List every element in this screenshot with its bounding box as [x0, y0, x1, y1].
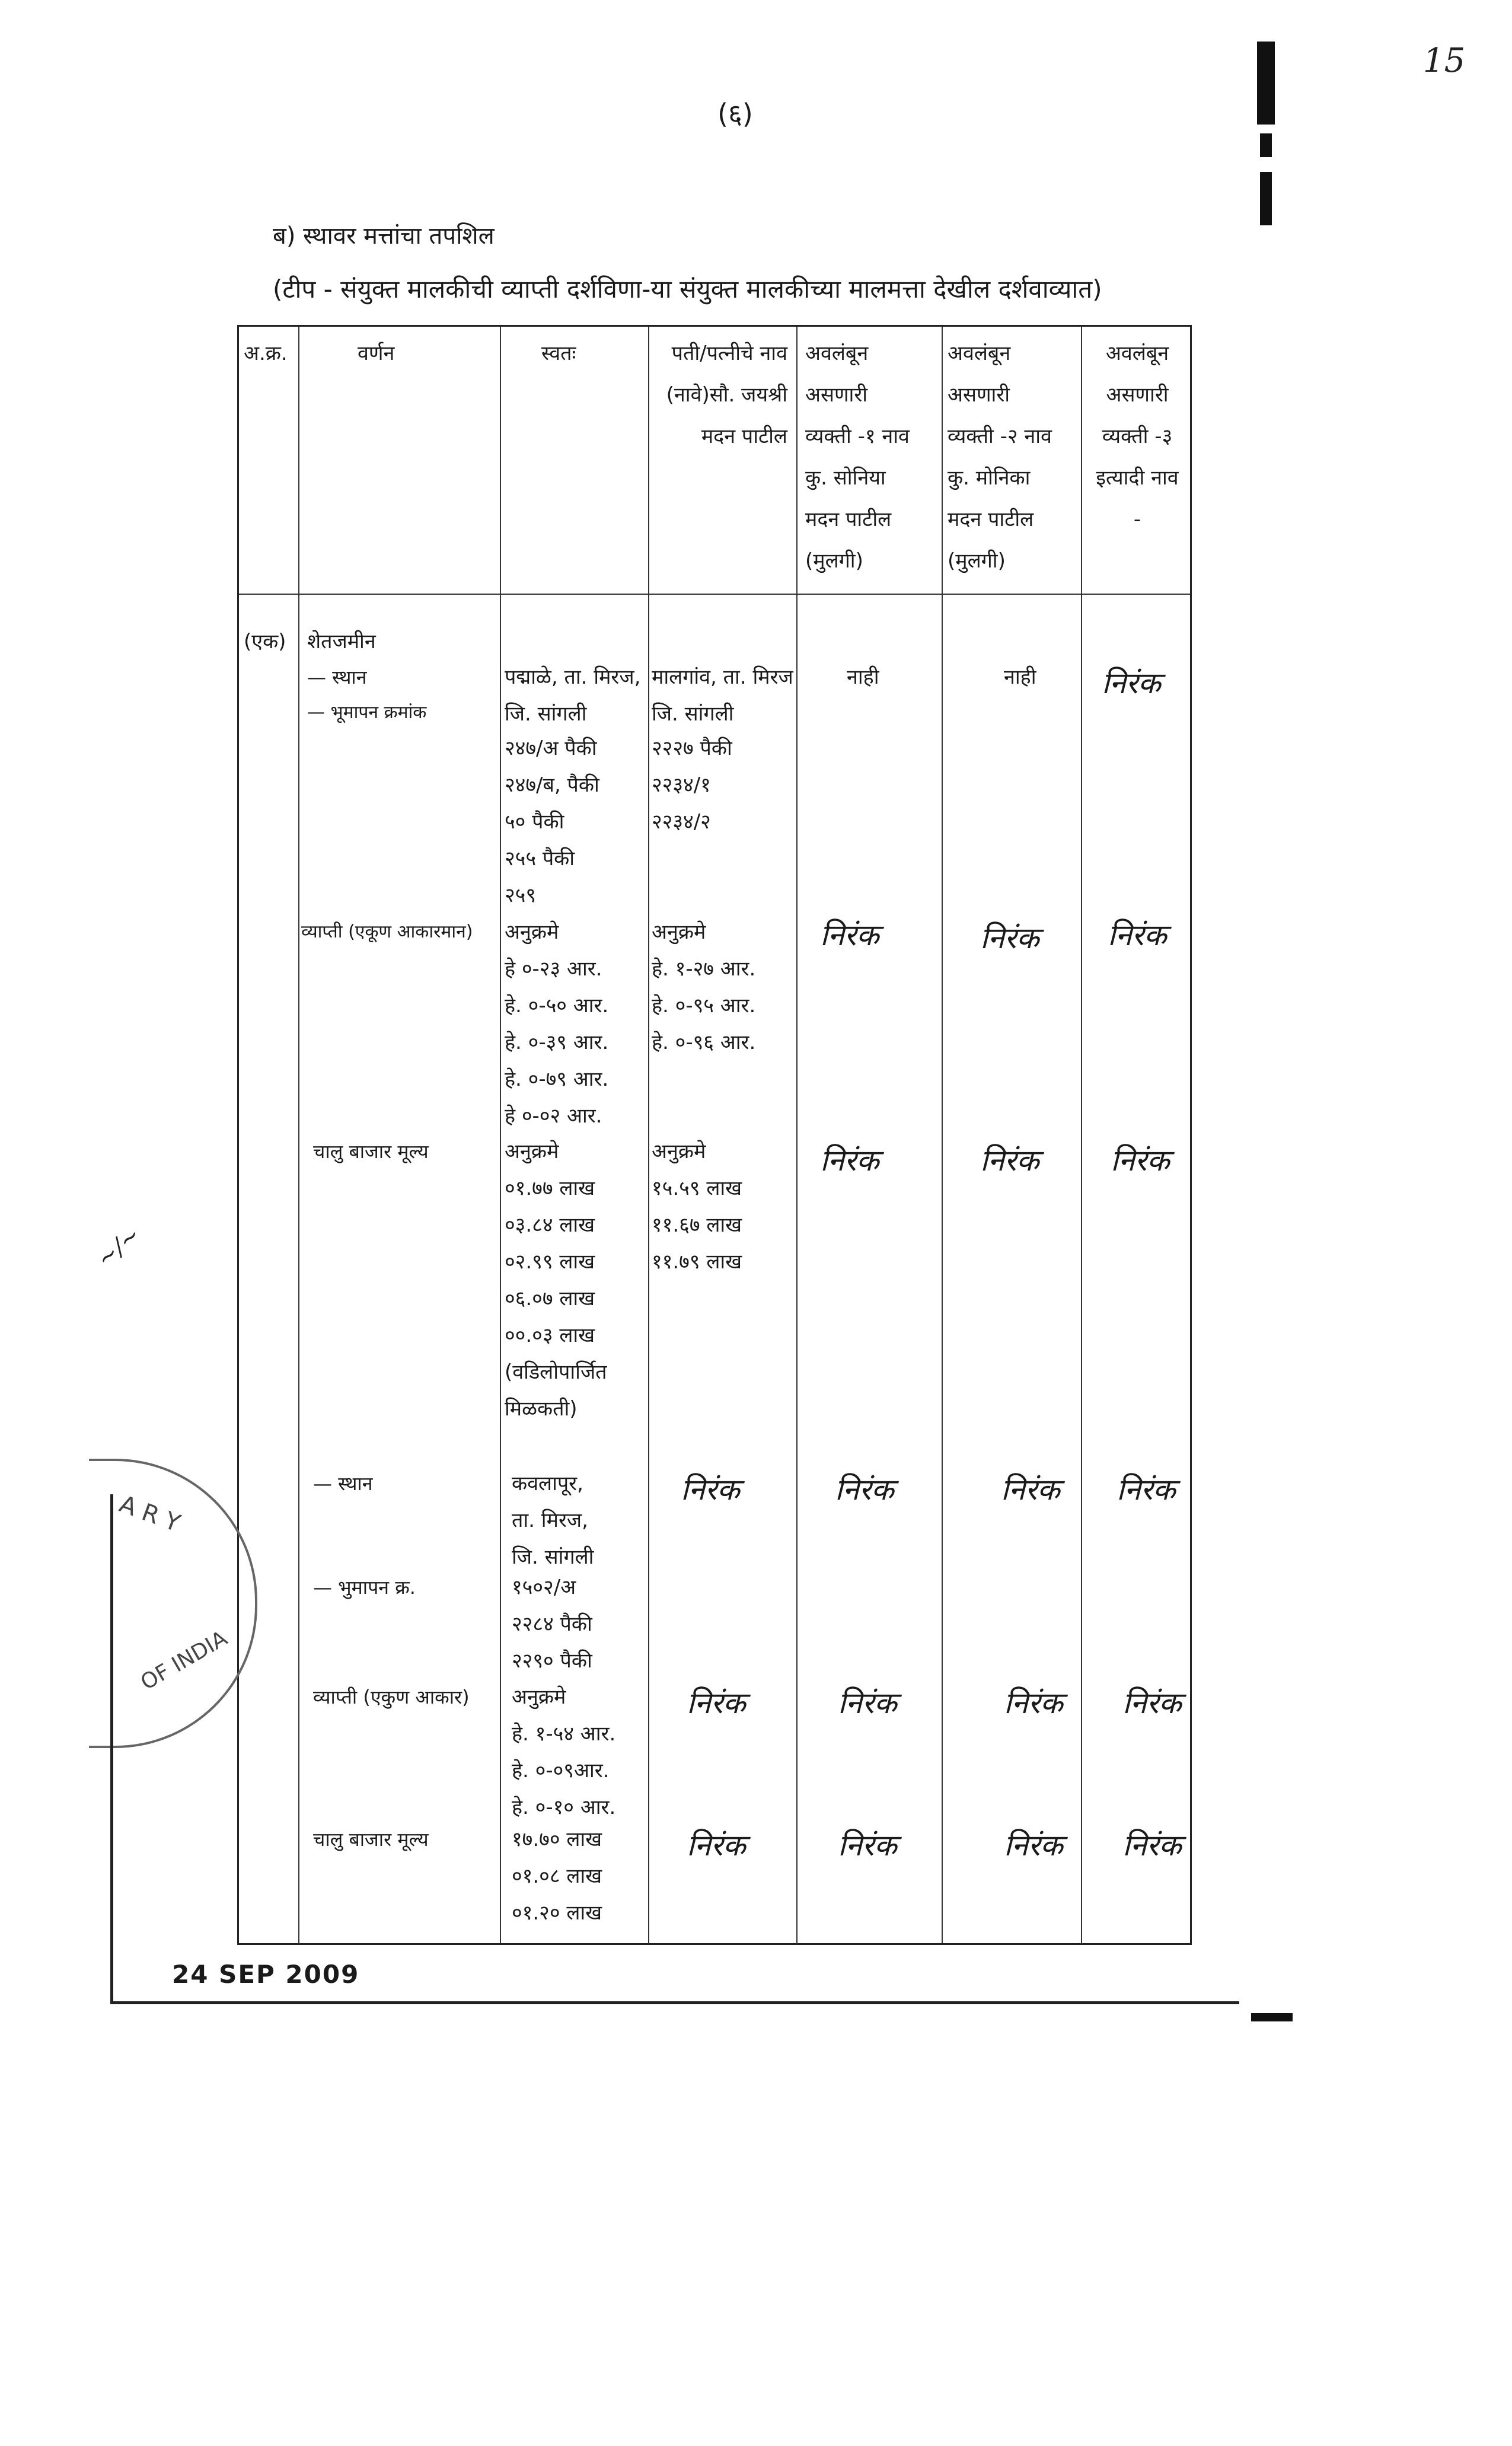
spouse-location-1: मालगांव, ता. मिरज जि. सांगली [652, 665, 793, 726]
column-divider [1081, 327, 1082, 1943]
margin-signature: ~/~ [91, 1221, 146, 1273]
header-dependent-3: अवलंबून असणारी व्यक्ती -३ इत्यादी नाव - [1096, 342, 1179, 531]
self-survey-2: १५०२/अ २२८४ पैकी २२९० पैकी [512, 1576, 592, 1673]
seal-text: OF INDIA [136, 1626, 232, 1695]
nil-mark: निरंक [820, 918, 879, 952]
nil-mark: निरंक [1004, 1686, 1063, 1720]
nil-mark: निरंक [1001, 1472, 1060, 1507]
self-extent-1: अनुक्रमे हे ०-२३ आर. हे. ०-५० आर. हे. ०-३९ आर. हे. ०-७९ आर. हे ०-०२ आर. [505, 920, 609, 1128]
nil-mark: निरंक [980, 1143, 1039, 1178]
nil-mark: निरंक [835, 1472, 894, 1507]
label-market-value-1: चालु बाजार मूल्य [313, 1140, 429, 1163]
self-market-value-2: १७.७० लाख ०१.०८ लाख ०१.२० लाख [512, 1828, 602, 1925]
label-location-1: — स्थान [307, 666, 367, 688]
header-dependent-1: अवलंबून असणारी व्यक्ती -१ नाव कु. सोनिया मदन पाटील (मुलगी) [805, 342, 910, 573]
header-description: वर्णन [358, 342, 395, 365]
page-center-number: (६) [717, 98, 753, 130]
header-dependent-2: अवलंबून असणारी व्यक्ती -२ नाव कु. मोनिका मदन पाटील (मुलगी) [948, 342, 1052, 573]
header-divider [239, 594, 1190, 595]
nil-mark: निरंक [1122, 1828, 1182, 1863]
spouse-survey-1: २२२७ पैकी २२३४/१ २२३४/२ [652, 736, 732, 834]
nil-mark: निरंक [1117, 1472, 1176, 1507]
label-location-2: — स्थान [313, 1472, 373, 1495]
category-label: शेतजमीन [307, 630, 376, 653]
row-sr-number: (एक) [244, 630, 286, 653]
label-survey-1: — भूमापन क्रमांक [307, 702, 427, 723]
section-title: ब) स्थावर मत्तांचा तपशिल [273, 222, 495, 250]
self-market-value-1: अनुक्रमे ०१.७७ लाख ०३.८४ लाख ०२.९९ लाख ०६.०७ लाख ००.०३ लाख (वडिलोपार्जित मिळकती) [505, 1140, 607, 1421]
nil-mark: निरंक [1102, 666, 1161, 700]
label-market-value-2: चालु बाजार मूल्य [313, 1828, 429, 1851]
margin-bar [1251, 2013, 1293, 2021]
margin-bar [1260, 172, 1272, 225]
nil-mark: निरंक [687, 1828, 746, 1863]
nil-mark: निरंक [681, 1472, 740, 1507]
dep1-location-none: नाही [847, 665, 879, 689]
nil-mark: निरंक [980, 921, 1039, 955]
header-spouse: पती/पत्नीचे नाव (नावे)सौ. जयश्री मदन पाटील [666, 342, 787, 448]
handwritten-page-number: 15 [1423, 42, 1466, 80]
nil-mark: निरंक [687, 1686, 746, 1720]
seal-text: A R Y [116, 1490, 184, 1538]
nil-mark: निरंक [838, 1686, 897, 1720]
scan-edge-line [110, 1494, 113, 2004]
spouse-market-value-1: अनुक्रमे १५.५९ लाख ११.६७ लाख ११.७९ लाख [652, 1140, 742, 1274]
column-divider [500, 327, 501, 1943]
column-divider [942, 327, 943, 1943]
margin-bar [1260, 133, 1272, 157]
nil-mark: निरंक [1108, 918, 1167, 952]
nil-mark: निरंक [1122, 1686, 1182, 1720]
assets-table [237, 325, 1192, 1945]
nil-mark: निरंक [1004, 1828, 1063, 1863]
dep2-location-none: नाही [1004, 665, 1036, 689]
column-divider [796, 327, 798, 1943]
header-self: स्वतः [541, 342, 576, 365]
note-text: (टीप - संयुक्त मालकीची व्याप्ती दर्शविणा-या संयुक्त मालकीच्या मालमत्ता देखील दर्शवाव्यात) [273, 275, 1102, 304]
self-location-1: पद्माळे, ता. मिरज, जि. सांगली [505, 665, 641, 726]
margin-bar [1257, 42, 1275, 125]
self-extent-2: अनुक्रमे हे. १-५४ आर. हे. ०-०९आर. हे. ०-१० आर. [512, 1685, 616, 1819]
column-divider [298, 327, 299, 1943]
nil-mark: निरंक [1111, 1143, 1170, 1178]
date-stamp: 24 SEP 2009 [172, 1960, 360, 1989]
self-survey-1: २४७/अ पैकी २४७/ब, पैकी ५० पैकी २५५ पैकी २५९ [505, 736, 599, 907]
scan-edge-line [113, 2001, 1239, 2004]
label-extent-2: व्याप्ती (एकुण आकार) [313, 1686, 470, 1708]
label-extent-1: व्याप्ती (एकूण आकारमान) [301, 921, 473, 942]
spouse-extent-1: अनुक्रमे हे. १-२७ आर. हे. ०-९५ आर. हे. ०-९६ आर. [652, 920, 756, 1054]
nil-mark: निरंक [838, 1828, 897, 1863]
column-divider [648, 327, 649, 1943]
label-survey-2: — भुमापन क्र. [313, 1576, 416, 1599]
official-seal [89, 1459, 257, 1748]
nil-mark: निरंक [820, 1143, 879, 1178]
self-location-2: कवलापूर, ता. मिरज, जि. सांगली [512, 1472, 594, 1569]
header-sr: अ.क्र. [244, 342, 288, 365]
